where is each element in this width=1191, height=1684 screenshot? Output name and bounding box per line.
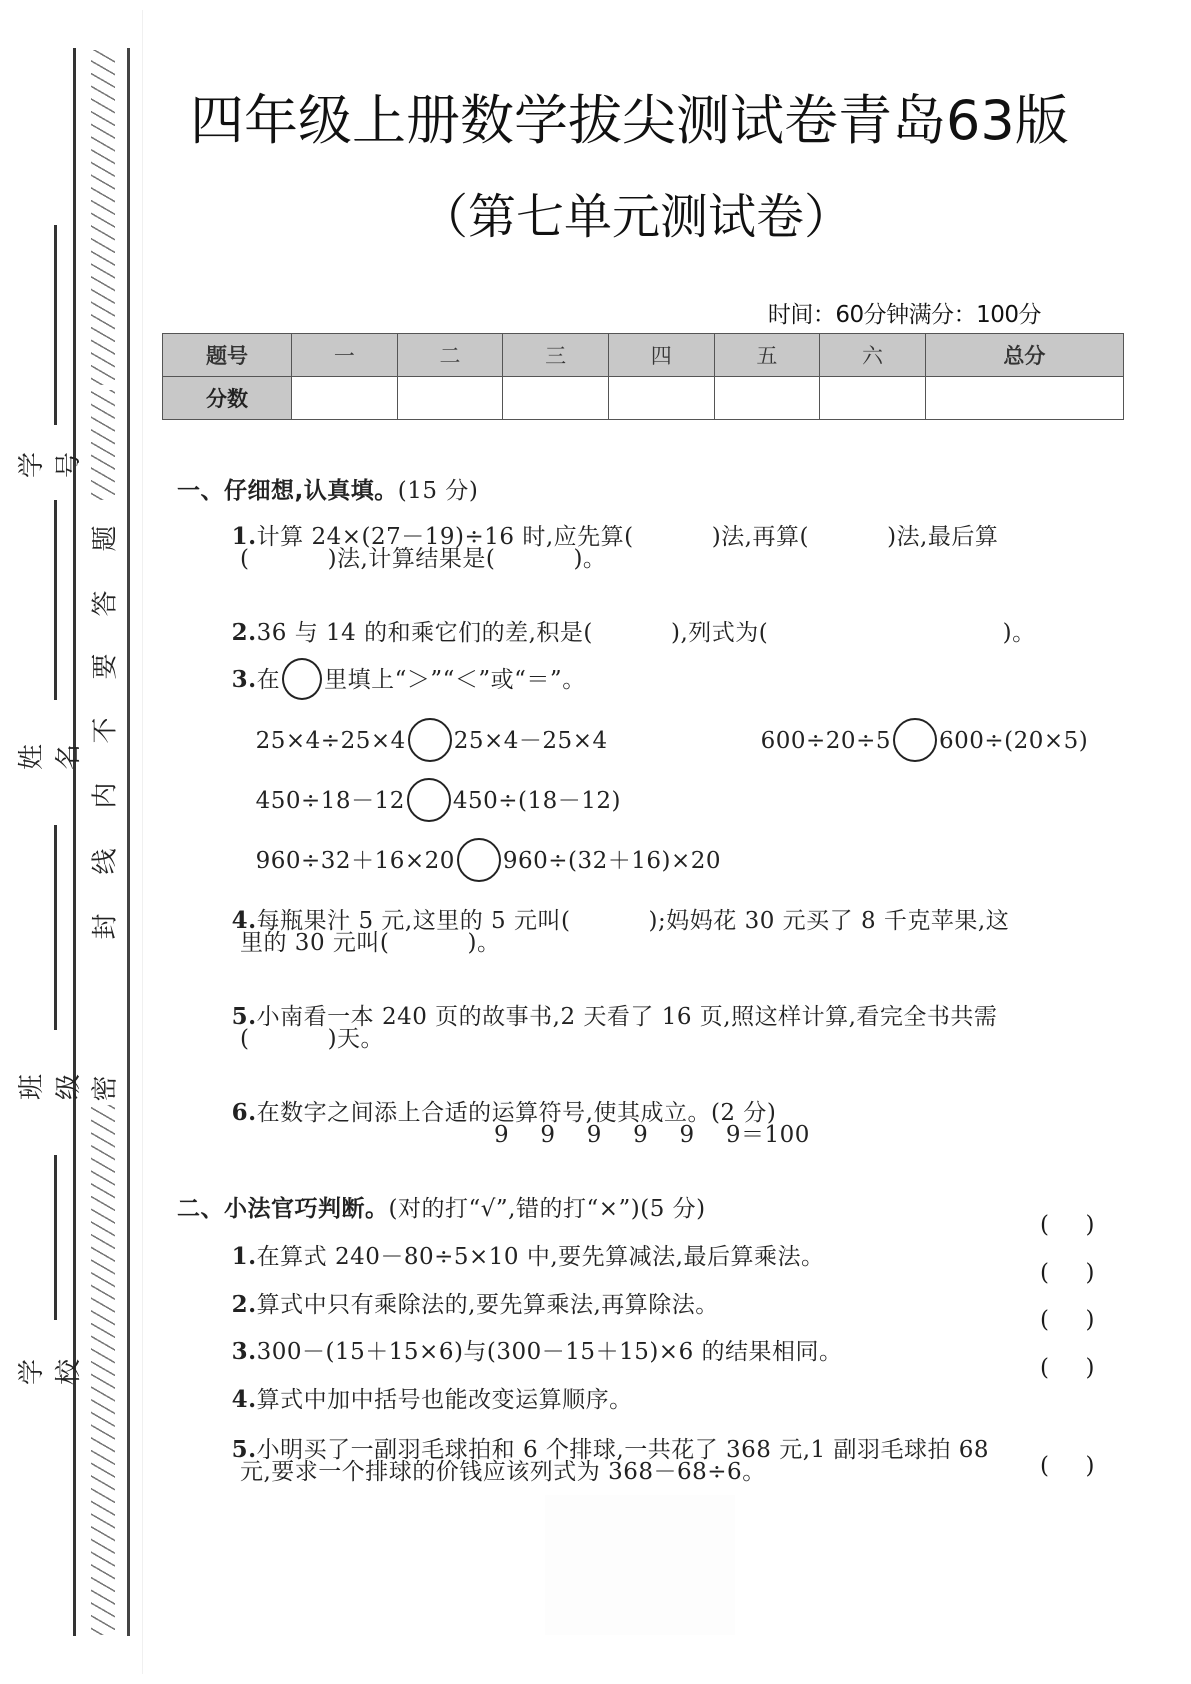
expr-left: 960÷32＋16×20 — [255, 848, 455, 874]
score-table-score-row — [163, 377, 1124, 420]
question-text: 计算 24×(27－19)÷16 时,应先算( )法,再算( )法,最后算 — [256, 524, 999, 550]
school-line[interactable] — [54, 1155, 57, 1320]
score-cell-total[interactable] — [925, 377, 1123, 420]
seal-char: 内 — [90, 782, 121, 809]
question-number: 6. — [231, 1099, 257, 1126]
score-cell[interactable] — [608, 377, 714, 420]
question-1-3 — [216, 634, 586, 702]
section-1-title: 一、仔细想,认真填。 — [177, 478, 398, 504]
seal-char: 答 — [90, 590, 121, 617]
hatch-decoration — [91, 1105, 115, 1635]
question-1-4-cont: 里的 30 元叫( )。 — [240, 930, 501, 956]
question-text: 算式中只有乘除法的,要先算乘法,再算除法。 — [256, 1292, 719, 1318]
question-number: 3. — [231, 666, 257, 693]
section-2-points: (对的打“√”,错的打“×”)(5 分) — [388, 1196, 706, 1222]
question-text: 在 — [256, 667, 281, 693]
binding-line-right — [127, 48, 130, 1636]
compare-item-2 — [745, 694, 1088, 764]
column-header: 六 — [820, 334, 926, 377]
question-number: 4. — [231, 1386, 257, 1413]
column-header-total: 总分 — [925, 334, 1123, 377]
question-number: 3. — [231, 1338, 257, 1365]
score-cell[interactable] — [503, 377, 609, 420]
seal-char: 要 — [90, 653, 121, 680]
name-label: 姓名 — [17, 744, 84, 771]
page-title: 四年级上册数学拔尖测试卷青岛63版 — [190, 89, 1069, 152]
seal-char: 不 — [90, 717, 121, 744]
question-text: 里填上“＞”“＜”或“＝”。 — [324, 667, 586, 693]
student-id-line[interactable] — [54, 225, 57, 425]
expr-right: 600÷(20×5) — [938, 728, 1089, 754]
compare-item-4 — [240, 814, 721, 884]
answer-box[interactable]: ( ) — [1040, 1260, 1095, 1286]
expr-left: 25×4÷25×4 — [255, 728, 406, 754]
column-header: 三 — [503, 334, 609, 377]
page-subtitle: （第七单元测试卷） — [420, 189, 853, 245]
school-label: 学校 — [17, 1359, 84, 1386]
class-line[interactable] — [54, 825, 57, 1030]
score-cell[interactable] — [714, 377, 820, 420]
section-2-title: 二、小法官巧判断。 — [177, 1196, 389, 1222]
question-number: 1. — [231, 1243, 257, 1270]
binding-margin — [0, 0, 145, 1684]
question-1-5-cont: ( )天。 — [240, 1026, 385, 1052]
seal-char: 线 — [90, 848, 121, 875]
expr-right: 960÷(32＋16)×20 — [502, 848, 722, 874]
expr-right: 450÷(18－12) — [452, 788, 621, 814]
seal-char: 封 — [90, 913, 121, 940]
column-header: 四 — [608, 334, 714, 377]
question-text: 算式中加中括号也能改变运算顺序。 — [256, 1387, 633, 1413]
question-number: 1. — [231, 523, 257, 550]
question-text: 在算式 240－80÷5×10 中,要先算减法,最后算乘法。 — [256, 1244, 825, 1270]
hatch-decoration — [91, 50, 115, 385]
answer-box[interactable]: ( ) — [1040, 1453, 1095, 1479]
question-1-1-cont: ( )法,计算结果是( )。 — [240, 546, 607, 572]
column-header: 一 — [292, 334, 398, 377]
column-header: 五 — [714, 334, 820, 377]
seal-char: 密 — [90, 1075, 121, 1102]
seal-char: 题 — [90, 525, 121, 552]
question-number: 2. — [231, 619, 257, 646]
score-table-header-row — [163, 334, 1124, 377]
hatch-decoration — [91, 390, 115, 500]
expr-left: 450÷18－12 — [255, 788, 405, 814]
question-number: 5. — [231, 1436, 257, 1463]
answer-box[interactable]: ( ) — [1040, 1307, 1095, 1333]
question-text: 在数字之间添上合适的运算符号,使其成立。(2 分) — [256, 1100, 777, 1126]
score-table — [162, 333, 1124, 420]
question-text: 每瓶果汁 5 元,这里的 5 元叫( );妈妈花 30 元买了 8 千克苹果,这 — [256, 908, 1010, 934]
answer-box[interactable]: ( ) — [1040, 1355, 1095, 1381]
expr-left: 600÷20÷5 — [760, 728, 891, 754]
score-cell[interactable] — [292, 377, 398, 420]
equation: 9 9 9 9 9 9＝100 — [494, 1122, 810, 1148]
question-text: 300－(15＋15×6)与(300－15＋15)×6 的结果相同。 — [256, 1339, 843, 1365]
student-id-label: 学号 — [17, 452, 84, 479]
section-1-points: (15 分) — [397, 478, 479, 504]
column-header: 二 — [397, 334, 503, 377]
score-cell[interactable] — [820, 377, 926, 420]
question-number-label: 题号 — [163, 334, 292, 377]
answer-box[interactable]: ( ) — [1040, 1212, 1095, 1238]
question-text: 36 与 14 的和乘它们的差,积是( ),列式为( )。 — [256, 620, 1036, 646]
name-line[interactable] — [54, 500, 57, 700]
faint-blank-area — [545, 1495, 735, 1635]
binding-line-left — [73, 48, 76, 1636]
score-cell[interactable] — [397, 377, 503, 420]
question-number: 4. — [231, 907, 257, 934]
question-number: 2. — [231, 1291, 257, 1318]
question-number: 5. — [231, 1003, 257, 1030]
margin-edge — [142, 10, 143, 1674]
class-label: 班级 — [17, 1074, 84, 1101]
question-text: 小明买了一副羽毛球拍和 6 个排球,一共花了 368 元,1 副羽毛球拍 68 — [256, 1437, 990, 1463]
expr-right: 25×4－25×4 — [453, 728, 608, 754]
question-text: 小南看一本 240 页的故事书,2 天看了 16 页,照这样计算,看完全书共需 — [256, 1004, 998, 1030]
time-and-score-info: 时间：60分钟满分：100分 — [767, 302, 1041, 328]
judge-item-5-cont: 元,要求一个排球的价钱应该列式为 368－68÷6。 — [240, 1459, 766, 1485]
compare-circle-input[interactable] — [893, 718, 937, 762]
score-label: 分数 — [163, 377, 292, 420]
